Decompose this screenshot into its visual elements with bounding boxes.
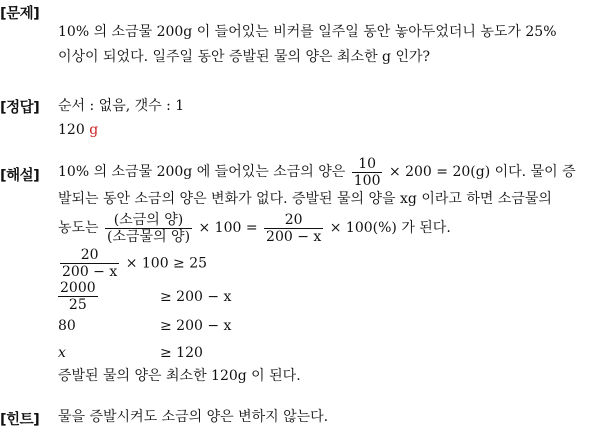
fraction: [352, 156, 383, 189]
solution-text: 농도는: [58, 220, 99, 236]
solution-text: × 100(%) 가 된다.: [329, 220, 451, 236]
fraction: [58, 280, 98, 313]
fraction: [60, 247, 119, 280]
solution-text: × 200 = 20(g) 이다. 물이 증: [388, 164, 576, 180]
answer-value-row: [58, 121, 98, 139]
solution-line-1: [58, 152, 576, 192]
equation-row-1: [58, 247, 207, 280]
answer-unit: g: [89, 122, 99, 138]
answer-meta: 순서 : 없음, 갯수 : 1: [58, 98, 185, 114]
problem-line-1: 10% 의 소금물 200g 이 들어있는 비커를 일주일 동안 놓아두었더니 농도가 25%: [58, 24, 557, 40]
fraction: [105, 212, 192, 245]
fraction-denominator: 100: [353, 172, 381, 189]
hint-label: [힌트]: [0, 412, 40, 428]
problem-label: [문제]: [0, 6, 40, 22]
equation-left: 80: [58, 318, 76, 334]
fraction-denominator: 200 − x: [266, 228, 322, 245]
answer-value: 120: [58, 122, 85, 138]
fraction-denominator: 200 − x: [62, 264, 118, 280]
solution-line-3: [58, 208, 451, 248]
equation-row-2: [58, 280, 100, 313]
fraction-denominator: (소금물의 양): [107, 228, 191, 245]
hint-text: 물을 증발시켜도 소금의 양은 변하지 않는다.: [58, 409, 329, 425]
equation-rest: ≥ 200 − x: [160, 318, 232, 334]
solution-text: 10% 의 소금물 200g 에 들어있는 소금의 양은: [58, 164, 346, 180]
equation-rest: × 100 ≥ 25: [125, 255, 208, 272]
solution-line-2: 발되는 동안 소금의 양은 변화가 없다. 증발된 물의 양을 xg 이라고 하면 소금물의: [58, 191, 552, 207]
equation-left: x: [58, 345, 66, 361]
fraction: [264, 212, 323, 245]
problem-line-2: 이상이 되었다. 일주일 동안 증발된 물의 양은 최소한 g 인가?: [58, 49, 431, 65]
equation-rest: ≥ 120: [160, 345, 203, 361]
equation-rest: ≥ 200 − x: [160, 289, 232, 305]
fraction-denominator: 25: [58, 296, 98, 313]
fraction-numerator: 10: [358, 155, 377, 172]
solution-label: [해설]: [0, 168, 40, 184]
fraction-numerator: 2000: [60, 280, 96, 296]
fraction-numerator: 20: [284, 211, 303, 228]
fraction-numerator: 20: [80, 247, 99, 263]
fraction-numerator: (소금의 양): [113, 211, 184, 228]
answer-label: [정답]: [0, 100, 40, 116]
solution-conclusion: 증발된 물의 양은 최소한 120g 이 된다.: [58, 368, 301, 384]
solution-text: × 100 =: [198, 220, 258, 236]
